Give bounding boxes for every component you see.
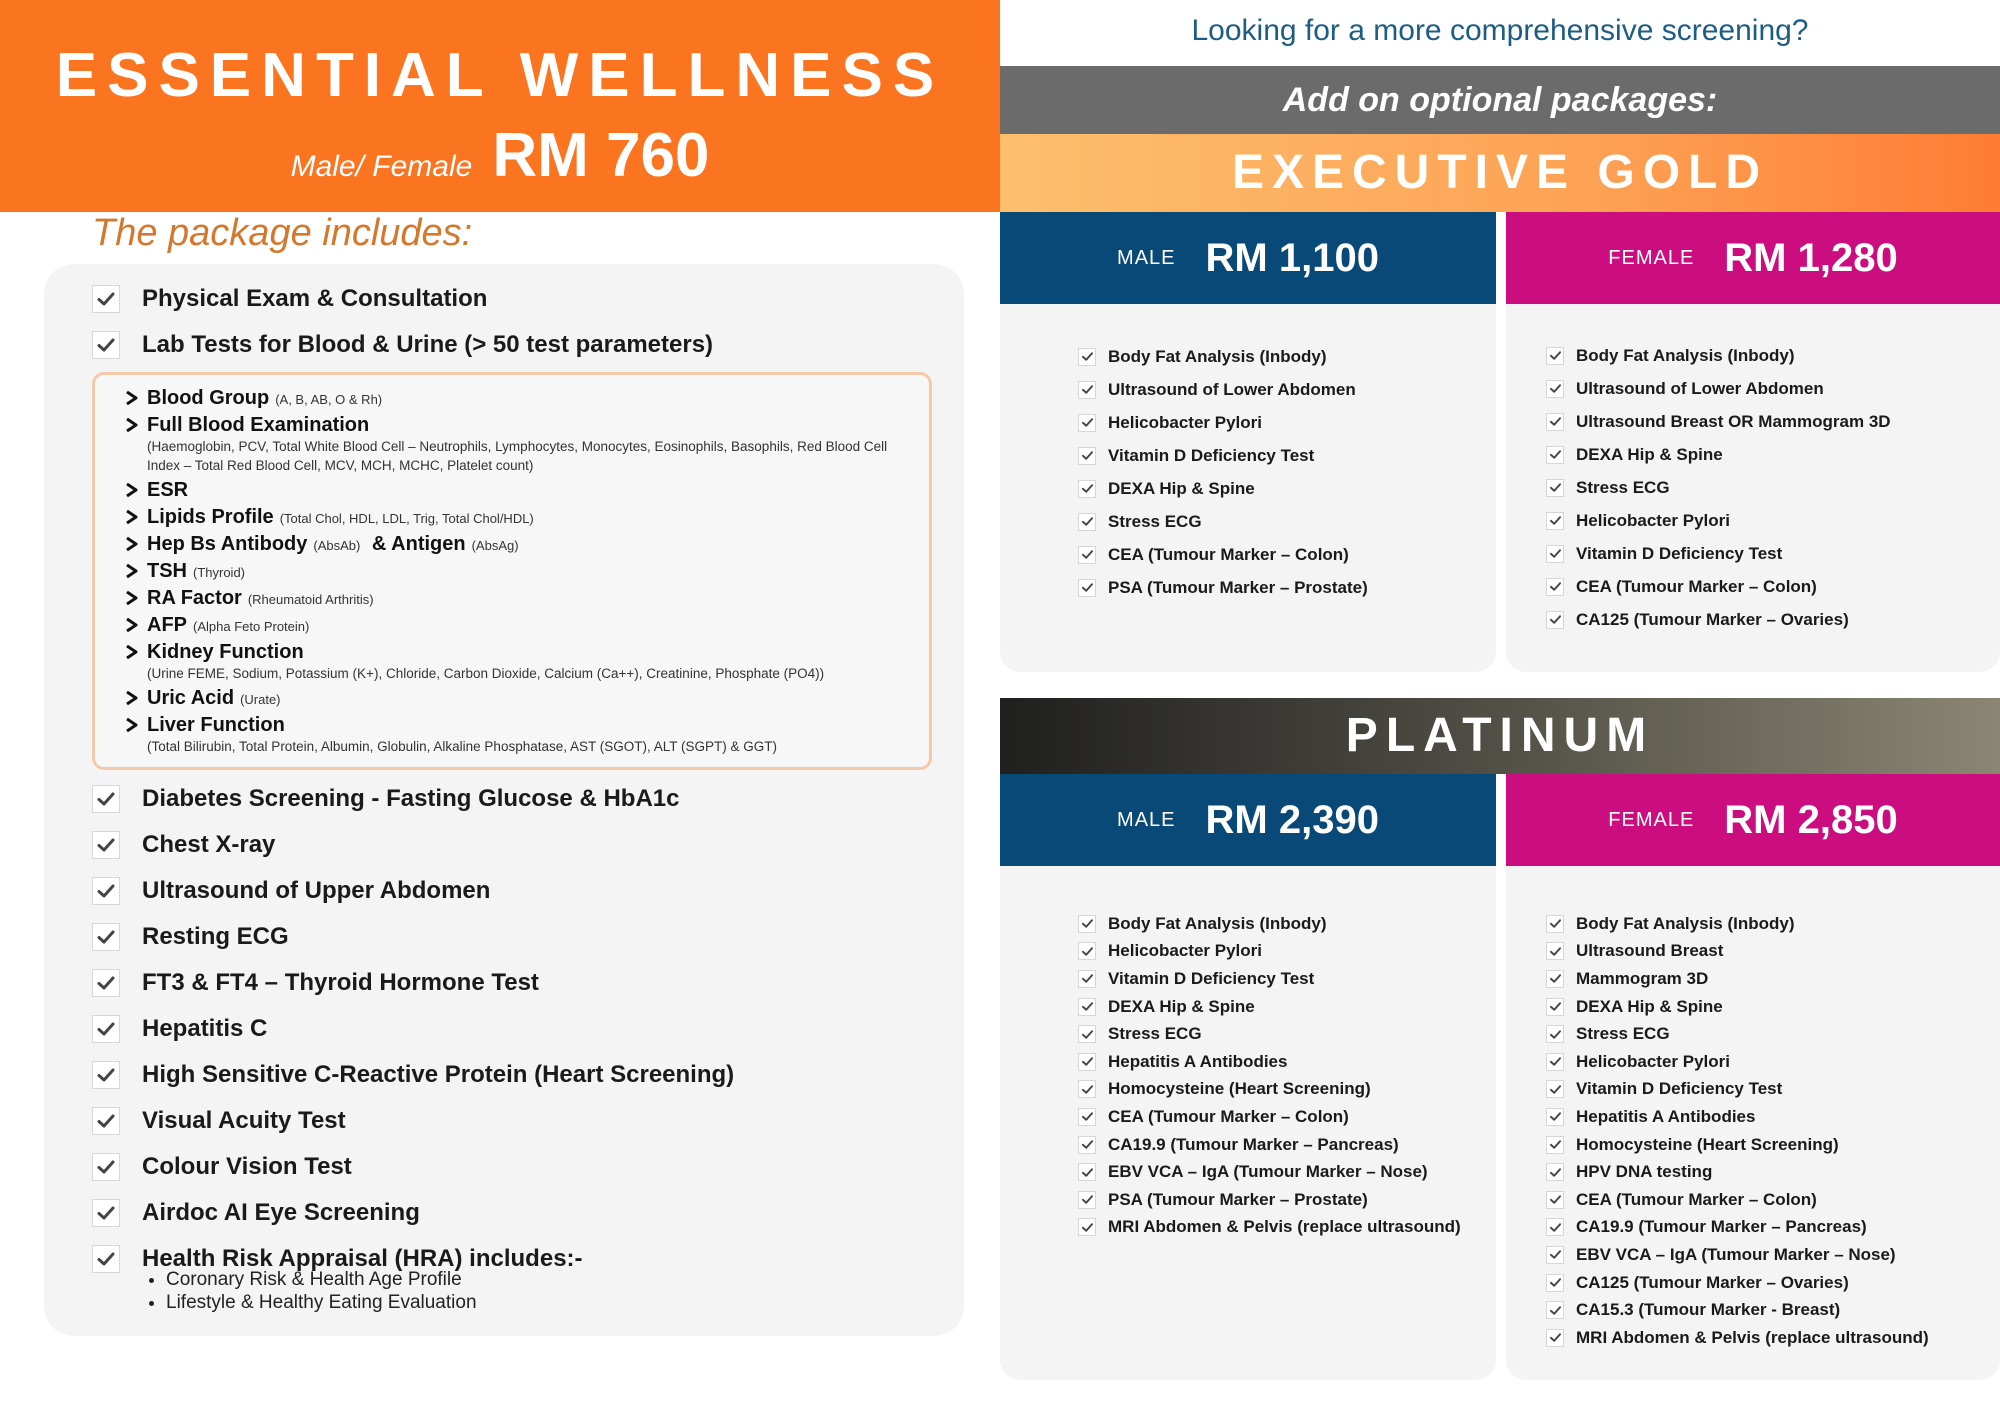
checklist-item <box>92 822 952 868</box>
lab-test-item <box>125 533 913 556</box>
lab-test-item <box>125 560 913 583</box>
package-item <box>1546 438 1891 471</box>
checkbox-icon <box>1078 1108 1096 1126</box>
checkbox-icon <box>1546 413 1564 431</box>
checkbox-icon <box>1078 1136 1096 1154</box>
package-item <box>1546 1186 1929 1214</box>
lab-test-note: (A, B, AB, O & Rh) <box>275 392 383 407</box>
package-item <box>1546 570 1891 603</box>
lab-test-line <box>147 387 913 410</box>
package-item-label: DEXA Hip & Spine <box>1576 444 1723 464</box>
package-item <box>1078 505 1368 538</box>
package-item-label: CEA (Tumour Marker – Colon) <box>1576 576 1817 596</box>
package-item <box>1546 965 1929 993</box>
essential-list-top <box>92 276 952 368</box>
package-item <box>1078 965 1461 993</box>
checkbox-icon <box>1078 1191 1096 1209</box>
lab-test-note: (Thyroid) <box>193 565 246 580</box>
checkbox-icon <box>1546 1108 1564 1126</box>
lab-test-note: (AbsAb) <box>313 538 361 553</box>
arrow-right-icon <box>125 690 139 706</box>
lab-test-note: (Alpha Feto Protein) <box>193 619 310 634</box>
checklist-label: Resting ECG <box>142 923 289 950</box>
gold-female-card <box>1506 304 2000 672</box>
checkbox-icon <box>1546 347 1564 365</box>
platinum-male-list <box>1078 910 1461 1241</box>
checklist-label: Colour Vision Test <box>142 1153 352 1180</box>
checkbox-icon <box>92 285 120 313</box>
package-item <box>1546 993 1929 1021</box>
checkbox-icon <box>1546 1218 1564 1236</box>
essential-header <box>0 0 1000 212</box>
package-item <box>1078 340 1368 373</box>
lab-test-item <box>125 641 913 683</box>
package-item <box>1078 1186 1461 1214</box>
checklist-item <box>92 1052 952 1098</box>
includes-title: The package includes: <box>92 212 473 254</box>
checkbox-icon <box>1078 1163 1096 1181</box>
package-item <box>1078 938 1461 966</box>
lab-test-name: ESR <box>147 479 189 501</box>
check-mark-icon <box>96 1203 116 1223</box>
lab-test-detail: (Urine FEME, Sodium, Potassium (K+), Chloride, Carbon Dioxide, Calcium (Ca++), Creatinine, Phosphate (PO4)) <box>147 666 825 681</box>
checkbox-icon <box>1078 348 1096 366</box>
gold-female-price: RM 1,280 <box>1724 235 1898 280</box>
checkbox-icon <box>1546 1163 1564 1181</box>
platinum-male-label: MALE <box>1117 808 1176 831</box>
package-item <box>1546 910 1929 938</box>
gold-male-price: RM 1,100 <box>1205 235 1379 280</box>
package-item <box>1078 910 1461 938</box>
package-item-label: CA125 (Tumour Marker – Ovaries) <box>1576 609 1849 629</box>
package-item-label: Stress ECG <box>1108 511 1202 531</box>
checkbox-icon <box>92 1107 120 1135</box>
package-item-label: CA19.9 (Tumour Marker – Pancreas) <box>1576 1217 1867 1237</box>
package-item-label: CEA (Tumour Marker – Colon) <box>1108 544 1349 564</box>
lab-test-name: AFP <box>147 614 187 636</box>
looking-text: Looking for a more comprehensive screening? <box>1191 14 1809 47</box>
checkbox-icon <box>1546 479 1564 497</box>
lab-test-name: TSH <box>147 560 187 582</box>
package-item <box>1078 1020 1461 1048</box>
essential-list-bottom <box>92 776 952 1282</box>
platinum-female-price-box <box>1506 774 2000 866</box>
lab-test-name: Uric Acid <box>147 687 235 709</box>
checkbox-icon <box>1546 1301 1564 1319</box>
checkbox-icon <box>1546 578 1564 596</box>
lab-tests-box <box>92 372 932 770</box>
package-item-label: Vitamin D Deficiency Test <box>1108 968 1315 988</box>
lab-test-detail: (Total Bilirubin, Total Protein, Albumin, Globulin, Alkaline Phosphatase, AST (SGOT), ALT (SGPT) & GGT) <box>147 739 778 754</box>
package-item-label: Body Fat Analysis (Inbody) <box>1108 913 1327 933</box>
checkbox-icon <box>92 1015 120 1043</box>
checkbox-icon <box>92 923 120 951</box>
gold-male-label: MALE <box>1117 246 1176 269</box>
lab-test-note-2: (AbsAg) <box>471 538 519 553</box>
package-item-label: MRI Abdomen & Pelvis (replace ultrasound) <box>1576 1327 1929 1347</box>
package-item <box>1546 1076 1929 1104</box>
checkbox-icon <box>92 831 120 859</box>
package-item <box>1546 1048 1929 1076</box>
checkbox-icon <box>1078 480 1096 498</box>
lab-test-detail: (Haemoglobin, PCV, Total White Blood Cell – Neutrophils, Lymphocytes, Monocytes, Eosinophils, Basophils, Red Blood Cell Index – Total Red Blood Cell, MCV, MCH, MCHC, Platelet count) <box>147 439 888 473</box>
checkbox-icon <box>1546 942 1564 960</box>
gold-male-card <box>1000 304 1496 672</box>
checkbox-icon <box>92 1245 120 1273</box>
package-item <box>1078 1076 1461 1104</box>
checkbox-icon <box>1546 1136 1564 1154</box>
lab-test-name: RA Factor <box>147 587 242 609</box>
checkbox-icon <box>1546 1080 1564 1098</box>
lab-test-line <box>147 414 913 437</box>
checkbox-icon <box>1546 545 1564 563</box>
package-item-label: Vitamin D Deficiency Test <box>1108 445 1315 465</box>
lab-test-line <box>147 479 913 502</box>
checkbox-icon <box>92 1061 120 1089</box>
package-item <box>1546 1214 1929 1242</box>
lab-test-line <box>147 687 913 710</box>
checklist-item <box>92 960 952 1006</box>
package-item-label: Helicobacter Pylori <box>1108 941 1263 961</box>
platinum-female-label: FEMALE <box>1608 808 1695 831</box>
package-item-label: CA125 (Tumour Marker – Ovaries) <box>1576 1272 1849 1292</box>
checklist-label: High Sensitive C-Reactive Protein (Heart Screening) <box>142 1061 735 1088</box>
package-item <box>1078 472 1368 505</box>
platinum-male-card <box>1000 866 1496 1380</box>
package-item-label: CEA (Tumour Marker – Colon) <box>1576 1189 1817 1209</box>
package-item <box>1546 603 1891 636</box>
package-item-label: PSA (Tumour Marker – Prostate) <box>1108 577 1368 597</box>
check-mark-icon <box>96 335 116 355</box>
lab-test-name: Lipids Profile <box>147 506 274 528</box>
lab-test-name: Liver Function <box>147 714 285 736</box>
lab-test-name: Hep Bs Antibody <box>147 533 308 555</box>
lab-test-line <box>147 641 913 664</box>
check-mark-icon <box>96 1019 116 1039</box>
checklist-label: Airdoc AI Eye Screening <box>142 1199 420 1226</box>
arrow-right-icon <box>125 717 139 733</box>
checklist-item <box>92 1098 952 1144</box>
lab-test-item <box>125 714 913 756</box>
check-mark-icon <box>96 1157 116 1177</box>
lab-test-item <box>125 414 913 475</box>
check-mark-icon <box>96 927 116 947</box>
lab-test-item <box>125 506 913 529</box>
checkbox-icon <box>1078 381 1096 399</box>
lab-test-item <box>125 587 913 610</box>
checkbox-icon <box>1546 998 1564 1016</box>
checkbox-icon <box>1546 512 1564 530</box>
checkbox-icon <box>1078 546 1096 564</box>
platinum-title: PLATINUM <box>1000 698 2000 774</box>
checkbox-icon <box>1546 380 1564 398</box>
hra-sub-item: • Coronary Risk & Health Age Profile <box>166 1268 477 1291</box>
package-item-label: HPV DNA testing <box>1576 1162 1713 1182</box>
package-item <box>1546 1241 1929 1269</box>
package-item <box>1546 372 1891 405</box>
lab-test-name: Blood Group <box>147 387 270 409</box>
checklist-item <box>92 914 952 960</box>
package-item <box>1546 1324 1929 1352</box>
package-item <box>1078 373 1368 406</box>
checkbox-icon <box>92 331 120 359</box>
package-item <box>1078 1158 1461 1186</box>
package-item <box>1546 1296 1929 1324</box>
check-mark-icon <box>96 789 116 809</box>
package-item <box>1078 538 1368 571</box>
checkbox-icon <box>92 1153 120 1181</box>
check-mark-icon <box>96 881 116 901</box>
package-item <box>1546 938 1929 966</box>
arrow-right-icon <box>125 590 139 606</box>
lab-test-line <box>147 506 913 529</box>
checklist-item <box>92 868 952 914</box>
arrow-right-icon <box>125 390 139 406</box>
arrow-right-icon <box>125 509 139 525</box>
checkbox-icon <box>1078 942 1096 960</box>
package-item-label: Hepatitis A Antibodies <box>1108 1051 1288 1071</box>
check-mark-icon <box>96 1065 116 1085</box>
package-item-label: Helicobacter Pylori <box>1576 1051 1731 1071</box>
package-item <box>1546 471 1891 504</box>
package-item-label: Vitamin D Deficiency Test <box>1576 1079 1783 1099</box>
checklist-label: Diabetes Screening - Fasting Glucose & HbA1c <box>142 785 680 812</box>
lab-test-item <box>125 387 913 410</box>
checklist-item <box>92 1144 952 1190</box>
package-item-label: Stress ECG <box>1108 1024 1202 1044</box>
check-mark-icon <box>96 289 116 309</box>
package-item-label: Vitamin D Deficiency Test <box>1576 543 1783 563</box>
lab-test-line <box>147 714 913 737</box>
package-item-label: Hepatitis A Antibodies <box>1576 1106 1756 1126</box>
checkbox-icon <box>1546 915 1564 933</box>
lab-test-line <box>147 587 913 610</box>
gold-female-price-box <box>1506 212 2000 304</box>
checklist-label: FT3 & FT4 – Thyroid Hormone Test <box>142 969 539 996</box>
package-item-label: Ultrasound Breast OR Mammogram 3D <box>1576 411 1891 431</box>
gold-male-list <box>1078 340 1368 604</box>
essential-gender: Male/ Female <box>290 150 473 183</box>
package-item <box>1546 339 1891 372</box>
essential-price: RM 760 <box>492 121 710 190</box>
check-mark-icon <box>96 1249 116 1269</box>
package-item-label: PSA (Tumour Marker – Prostate) <box>1108 1189 1368 1209</box>
lab-test-note: (Total Chol, HDL, LDL, Trig, Total Chol/HDL) <box>279 511 534 526</box>
arrow-right-icon <box>125 563 139 579</box>
package-item-label: EBV VCA – IgA (Tumour Marker – Nose) <box>1108 1162 1428 1182</box>
package-item-label: CA15.3 (Tumour Marker - Breast) <box>1576 1300 1841 1320</box>
check-mark-icon <box>96 835 116 855</box>
checklist-label: Hepatitis C <box>142 1015 268 1042</box>
arrow-right-icon <box>125 617 139 633</box>
package-item-label: Mammogram 3D <box>1576 968 1709 988</box>
package-item-label: Stress ECG <box>1576 1024 1670 1044</box>
check-mark-icon <box>96 1111 116 1131</box>
checkbox-icon <box>1078 1218 1096 1236</box>
package-item-label: Stress ECG <box>1576 477 1670 497</box>
checkbox-icon <box>1078 513 1096 531</box>
checkbox-icon <box>1546 1246 1564 1264</box>
checkbox-icon <box>1078 414 1096 432</box>
checklist-label: Lab Tests for Blood & Urine (> 50 test parameters) <box>142 331 714 358</box>
checkbox-icon <box>1078 447 1096 465</box>
package-item-label: MRI Abdomen & Pelvis (replace ultrasound) <box>1108 1217 1461 1237</box>
package-item-label: Body Fat Analysis (Inbody) <box>1576 345 1795 365</box>
package-item <box>1078 993 1461 1021</box>
checklist-item <box>92 776 952 822</box>
checklist-label: Health Risk Appraisal (HRA) includes:- <box>142 1245 583 1272</box>
gold-male-price-box <box>1000 212 1496 304</box>
checkbox-icon <box>92 1199 120 1227</box>
package-item <box>1078 571 1368 604</box>
package-item <box>1546 1020 1929 1048</box>
package-item <box>1546 1269 1929 1297</box>
lab-test-line <box>147 614 913 637</box>
essential-card <box>44 264 964 1336</box>
platinum-female-price: RM 2,850 <box>1724 797 1898 842</box>
hra-sub-item: • Lifestyle & Healthy Eating Evaluation <box>166 1291 477 1314</box>
package-item-label: Ultrasound of Lower Abdomen <box>1576 378 1824 398</box>
lab-test-note: (Rheumatoid Arthritis) <box>247 592 374 607</box>
package-item-label: Homocysteine (Heart Screening) <box>1576 1134 1839 1154</box>
checklist-item <box>92 276 952 322</box>
platinum-male-price: RM 2,390 <box>1205 797 1379 842</box>
gold-female-list <box>1546 339 1891 636</box>
lab-test-line <box>147 560 913 583</box>
package-item-label: DEXA Hip & Spine <box>1576 996 1723 1016</box>
package-item-label: Homocysteine (Heart Screening) <box>1108 1079 1371 1099</box>
package-item-label: Helicobacter Pylori <box>1108 412 1263 432</box>
package-item <box>1546 1131 1929 1159</box>
package-item-label: EBV VCA – IgA (Tumour Marker – Nose) <box>1576 1244 1896 1264</box>
checkbox-icon <box>1546 970 1564 988</box>
lab-test-name: Full Blood Examination <box>147 414 370 436</box>
lab-test-item <box>125 614 913 637</box>
checklist-label: Physical Exam & Consultation <box>142 285 488 312</box>
checkbox-icon <box>1546 446 1564 464</box>
package-item-label: Body Fat Analysis (Inbody) <box>1108 346 1327 366</box>
package-item <box>1078 1214 1461 1242</box>
package-item-label: DEXA Hip & Spine <box>1108 996 1255 1016</box>
checkbox-icon <box>1546 1191 1564 1209</box>
package-item-label: Ultrasound Breast <box>1576 941 1724 961</box>
platinum-female-list <box>1546 910 1929 1352</box>
lab-test-note: (Urate) <box>240 692 281 707</box>
checkbox-icon <box>92 785 120 813</box>
checkbox-icon <box>1078 915 1096 933</box>
checkbox-icon <box>1078 970 1096 988</box>
check-mark-icon <box>96 973 116 993</box>
addon-banner: Add on optional packages: <box>1000 66 2000 134</box>
checkbox-icon <box>92 877 120 905</box>
executive-gold-title: EXECUTIVE GOLD <box>1000 134 2000 212</box>
package-item <box>1546 504 1891 537</box>
package-item <box>1546 537 1891 570</box>
checklist-label: Ultrasound of Upper Abdomen <box>142 877 491 904</box>
checkbox-icon <box>1078 1080 1096 1098</box>
package-item-label: Ultrasound of Lower Abdomen <box>1108 379 1356 399</box>
package-item <box>1078 1103 1461 1131</box>
lab-test-item <box>125 479 913 502</box>
checklist-label: Chest X-ray <box>142 831 276 858</box>
package-item-label: Body Fat Analysis (Inbody) <box>1576 913 1795 933</box>
package-item-label: DEXA Hip & Spine <box>1108 478 1255 498</box>
checkbox-icon <box>1078 1025 1096 1043</box>
lab-test-name: Kidney Function <box>147 641 304 663</box>
checkbox-icon <box>1078 1053 1096 1071</box>
checkbox-icon <box>1078 998 1096 1016</box>
arrow-right-icon <box>125 482 139 498</box>
lab-test-item <box>125 687 913 710</box>
checkbox-icon <box>1546 1053 1564 1071</box>
essential-price-row <box>0 120 1000 191</box>
checklist-item <box>92 1190 952 1236</box>
arrow-right-icon <box>125 536 139 552</box>
lab-test-line <box>147 533 913 556</box>
package-item-label: CEA (Tumour Marker – Colon) <box>1108 1106 1349 1126</box>
package-item <box>1078 1131 1461 1159</box>
checklist-item <box>92 322 952 368</box>
lab-test-name-2: & Antigen <box>366 533 466 555</box>
package-item <box>1078 1048 1461 1076</box>
checkbox-icon <box>1546 1274 1564 1292</box>
essential-title: ESSENTIAL WELLNESS <box>55 41 945 110</box>
platinum-male-price-box <box>1000 774 1496 866</box>
package-item <box>1546 1103 1929 1131</box>
package-item <box>1546 405 1891 438</box>
platinum-female-card <box>1506 866 2000 1380</box>
arrow-right-icon <box>125 417 139 433</box>
hra-sub-list <box>144 1268 477 1314</box>
package-item <box>1546 1158 1929 1186</box>
checkbox-icon <box>1078 579 1096 597</box>
checkbox-icon <box>1546 1329 1564 1347</box>
checklist-item <box>92 1006 952 1052</box>
package-item-label: Helicobacter Pylori <box>1576 510 1731 530</box>
checklist-label: Visual Acuity Test <box>142 1107 346 1134</box>
checkbox-icon <box>1546 1025 1564 1043</box>
checkbox-icon <box>1546 611 1564 629</box>
gold-female-label: FEMALE <box>1608 246 1695 269</box>
package-item <box>1078 439 1368 472</box>
package-item-label: CA19.9 (Tumour Marker – Pancreas) <box>1108 1134 1399 1154</box>
checkbox-icon <box>92 969 120 997</box>
arrow-right-icon <box>125 644 139 660</box>
package-item <box>1078 406 1368 439</box>
